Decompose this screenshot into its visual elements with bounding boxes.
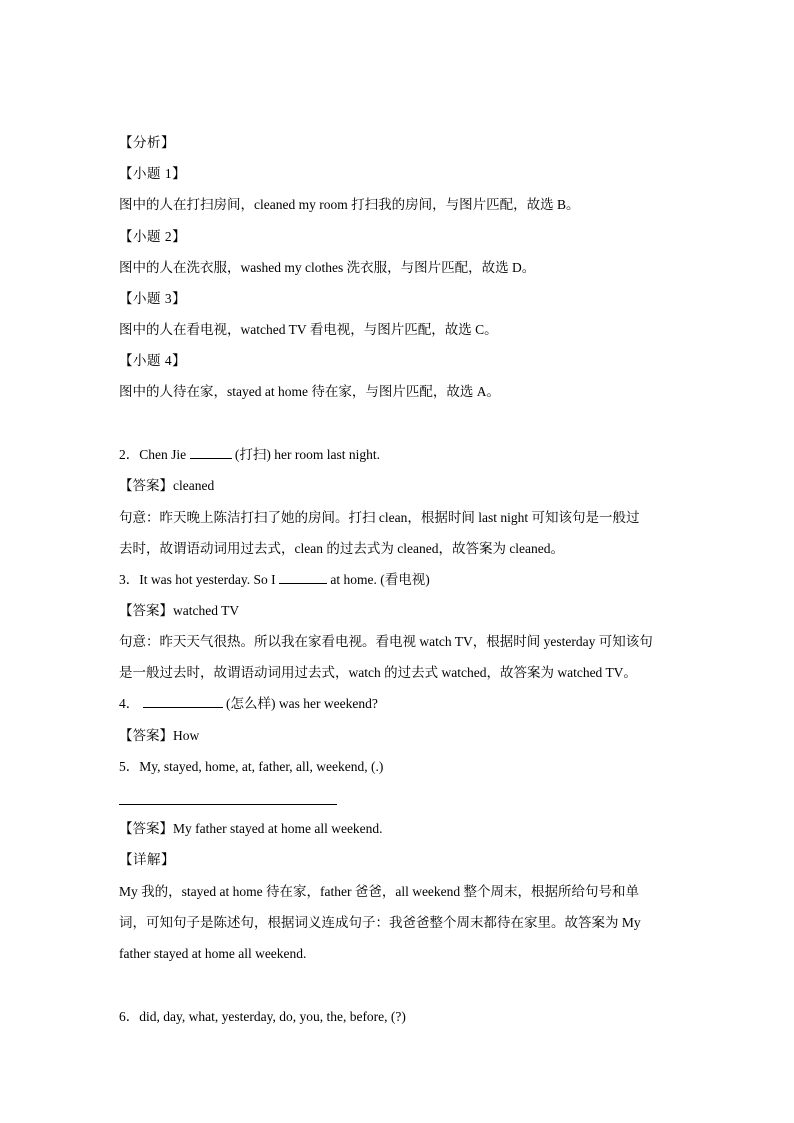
question-5-answer: 【答案】My father stayed at home all weekend. [119,821,383,836]
question-5-answer-line [119,804,337,805]
question-4-blank [143,695,223,708]
question-3-answer: 【答案】watched TV [119,603,240,618]
question-3-explanation-1: 句意：昨天天气很热。所以我在家看电视。看电视 watch TV，根据时间 yesterday 可知该句 [119,634,653,649]
question-2-explanation-1: 句意：昨天晚上陈洁打扫了她的房间。打扫 clean，根据时间 last night 可知该句是一般过 [119,510,640,525]
subquestion-4-text: 图中的人待在家，stayed at home 待在家，与图片匹配，故选 A。 [119,384,500,399]
question-3-prefix: 3．It was hot yesterday. So I [119,572,276,587]
question-3-explanation-2: 是一般过去时，故谓语动词用过去式，watch 的过去式 watched，故答案为 watched TV。 [119,665,637,680]
question-4-suffix: (怎么样) was her weekend? [226,696,378,711]
subquestion-1-text: 图中的人在打扫房间，cleaned my room 打扫我的房间，与图片匹配，故选 B。 [119,197,580,212]
question-6-prompt: 6．did, day, what, yesterday, do, you, the, before, (?) [119,1009,406,1024]
subquestion-3-label: 【小题 3】 [119,291,187,306]
analysis-header: 【分析】 [119,135,175,150]
question-3-suffix: at home. (看电视) [330,572,430,587]
question-2-prefix: 2．Chen Jie [119,447,187,462]
question-5-detail-1: My 我的，stayed at home 待在家，father 爸爸，all weekend 整个周末，根据所给句号和单 [119,884,640,899]
question-2-answer: 【答案】cleaned [119,478,215,493]
question-5-detail-3: father stayed at home all weekend. [119,946,307,961]
question-2-suffix: (打扫) her room last night. [234,447,380,462]
question-4-answer: 【答案】How [119,728,200,743]
question-2-explanation-2: 去时，故谓语动词用过去式，clean 的过去式为 cleaned，故答案为 cleaned。 [119,541,565,556]
question-5-prompt: 5．My, stayed, home, at, father, all, weekend, (.) [119,759,384,774]
subquestion-2-label: 【小题 2】 [119,229,187,244]
subquestion-3-text: 图中的人在看电视，watched TV 看电视，与图片匹配，故选 C。 [119,322,498,337]
question-3-blank [279,571,327,584]
subquestion-4-label: 【小题 4】 [119,353,187,368]
question-2-blank [190,446,232,459]
subquestion-1-label: 【小题 1】 [119,166,187,181]
question-4-prefix: 4． [119,696,140,711]
question-5-detail-2: 词，可知句子是陈述句，根据词义连成句子：我爸爸整个周末都待在家里。故答案为 My [119,915,641,930]
question-2 [119,445,689,465]
question-4 [119,694,689,714]
subquestion-2-text: 图中的人在洗衣服，washed my clothes 洗衣服，与图片匹配，故选 D。 [119,260,536,275]
question-5-detail-header: 【详解】 [119,852,175,867]
question-3 [119,570,689,590]
